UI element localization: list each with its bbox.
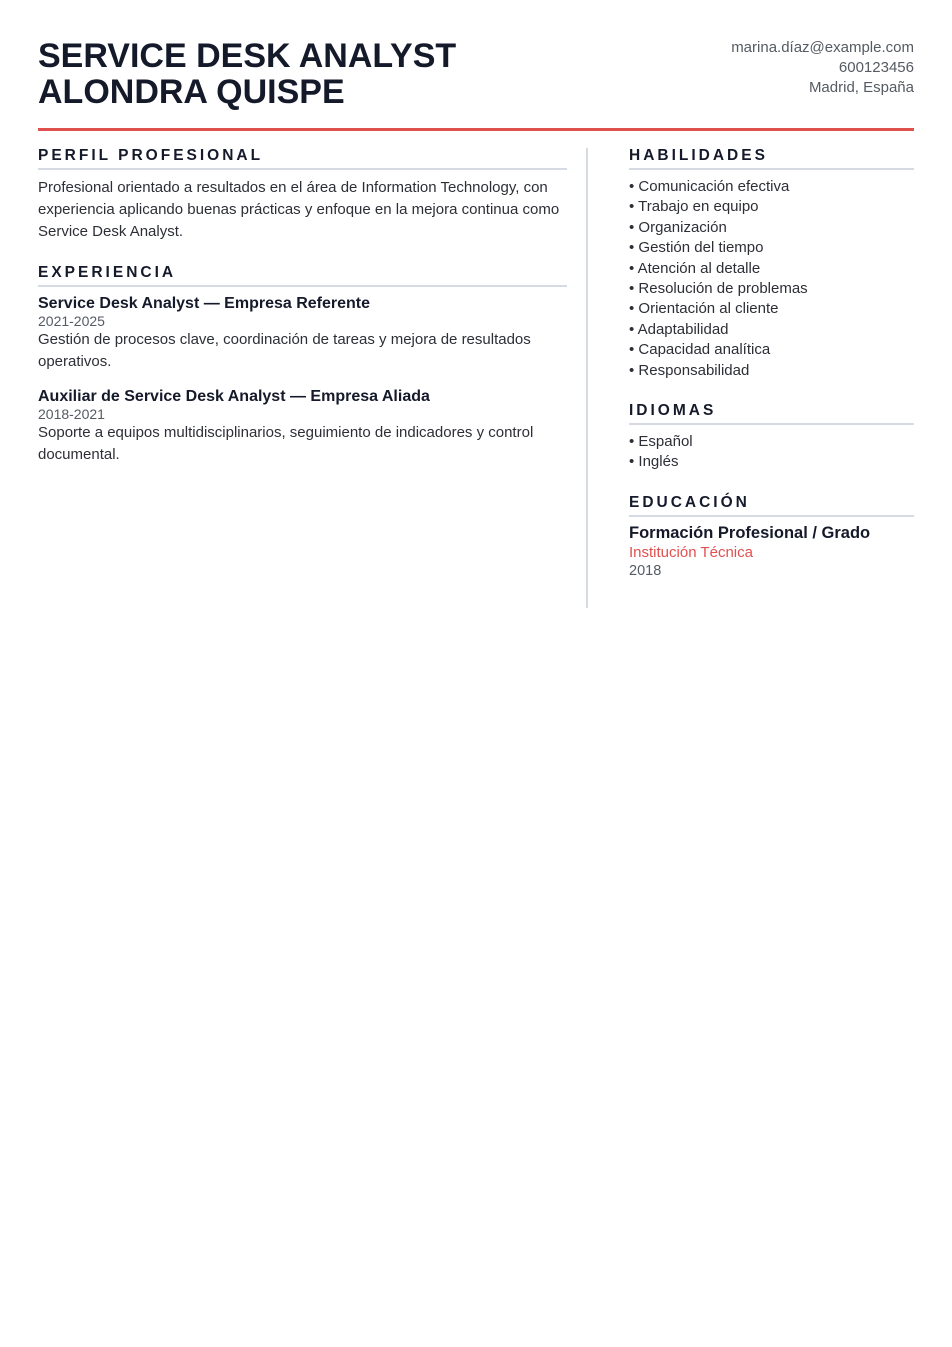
education-section (629, 493, 914, 581)
list-item: • Inglés (629, 453, 679, 471)
candidate-name: ALONDRA QUISPE (38, 73, 345, 111)
job-description: Soporte a equipos multidisciplinarios, seguimiento de indicadores y control documental. (38, 424, 534, 463)
job-title: Auxiliar de Service Desk Analyst — Empresa Aliada (38, 388, 430, 405)
job-entry (38, 294, 567, 373)
languages-section (629, 401, 914, 473)
section-heading: PERFIL PROFESIONAL (38, 146, 567, 170)
list-item: • Orientación al cliente (629, 300, 779, 318)
list-item: • Capacidad analítica (629, 341, 771, 359)
section-heading: IDIOMAS (629, 401, 914, 425)
experience-section (38, 263, 567, 466)
list-item: • Organización (629, 218, 727, 236)
location: Madrid, España (808, 79, 914, 96)
profile-section (38, 146, 567, 243)
list-item: • Español (629, 433, 693, 451)
job-dates: 2018-2021 (38, 406, 105, 422)
list-item: • Atención al detalle (629, 259, 761, 277)
degree: Formación Profesional / Grado (629, 523, 871, 542)
job-title: SERVICE DESK ANALYST (38, 37, 457, 75)
left-column (38, 146, 567, 486)
right-column (629, 146, 914, 601)
job-dates: 2021-2025 (38, 313, 105, 329)
skills-section (629, 146, 914, 381)
skills-list (629, 177, 914, 381)
list-item: • Gestión del tiempo (629, 239, 764, 257)
list-item: • Adaptabilidad (629, 320, 729, 338)
languages-list (629, 432, 914, 473)
institution: Institución Técnica (629, 543, 753, 561)
education-year: 2018 (629, 562, 662, 579)
job-entry (38, 387, 567, 466)
contact-info (731, 38, 914, 98)
list-item: • Trabajo en equipo (629, 198, 759, 216)
job-description: Gestión de procesos clave, coordinación de tareas y mejora de resultados operativos. (38, 331, 531, 370)
job-title: Service Desk Analyst — Empresa Referente (38, 295, 371, 312)
email: marina.díaz@example.com (731, 39, 914, 56)
column-divider (586, 148, 588, 608)
phone: 600123456 (838, 59, 914, 76)
section-heading: EXPERIENCIA (38, 263, 567, 287)
section-heading: EDUCACIÓN (629, 493, 914, 517)
resume-header (38, 38, 914, 131)
profile-text: Profesional orientado a resultados en el área de Information Technology, con experiencia aplicando buenas prácticas y enfoque en la mejora continua como Service Desk Analyst. (38, 179, 560, 240)
list-item: • Responsabilidad (629, 361, 750, 379)
list-item: • Comunicación efectiva (629, 178, 790, 195)
list-item: • Resolución de problemas (629, 280, 808, 298)
section-heading: HABILIDADES (629, 146, 914, 170)
